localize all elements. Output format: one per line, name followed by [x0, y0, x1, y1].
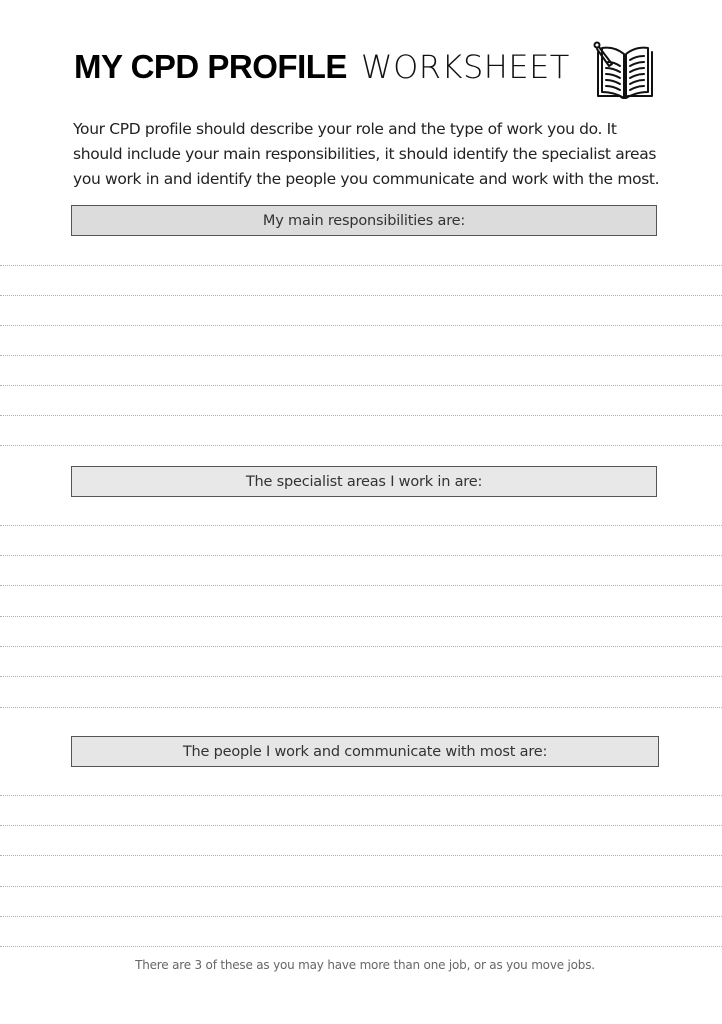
- writing-line[interactable]: [0, 916, 722, 917]
- writing-line[interactable]: [0, 555, 722, 556]
- writing-line[interactable]: [0, 265, 722, 266]
- title-light: WORKSHEET: [360, 48, 570, 86]
- writing-line[interactable]: [0, 585, 722, 586]
- writing-line[interactable]: [0, 295, 722, 296]
- writing-line[interactable]: [0, 445, 722, 446]
- intro-line: you work in and identify the people you communicate and work with the most.: [73, 170, 660, 188]
- writing-line[interactable]: [0, 825, 722, 826]
- intro-line: should include your main responsibilities, it should identify the specialist areas: [73, 145, 657, 163]
- writing-line[interactable]: [0, 855, 722, 856]
- writing-line[interactable]: [0, 946, 722, 947]
- page-title: [74, 48, 570, 86]
- writing-line[interactable]: [0, 415, 722, 416]
- intro-paragraph: [73, 117, 673, 192]
- intro-line: Your CPD profile should describe your role and the type of work you do. It: [73, 120, 617, 138]
- writing-line[interactable]: [0, 886, 722, 887]
- writing-line[interactable]: [0, 707, 722, 708]
- writing-line[interactable]: [0, 325, 722, 326]
- section-header-people: [71, 736, 659, 767]
- writing-line[interactable]: [0, 616, 722, 617]
- footer-note: There are 3 of these as you may have more than one job, or as you move jobs.: [135, 958, 595, 972]
- writing-line[interactable]: [0, 525, 722, 526]
- title-bold: MY CPD PROFILE: [74, 48, 347, 85]
- writing-line[interactable]: [0, 795, 722, 796]
- writing-line[interactable]: [0, 676, 722, 677]
- writing-line[interactable]: [0, 646, 722, 647]
- section-label: The people I work and communicate with most are:: [182, 743, 548, 760]
- open-book-with-pen-icon: [592, 40, 658, 106]
- section-label: The specialist areas I work in are:: [245, 473, 483, 490]
- section-header-responsibilities: [71, 205, 657, 236]
- section-header-specialist-areas: [71, 466, 657, 497]
- writing-line[interactable]: [0, 355, 722, 356]
- writing-line[interactable]: [0, 385, 722, 386]
- section-label: My main responsibilities are:: [262, 212, 466, 229]
